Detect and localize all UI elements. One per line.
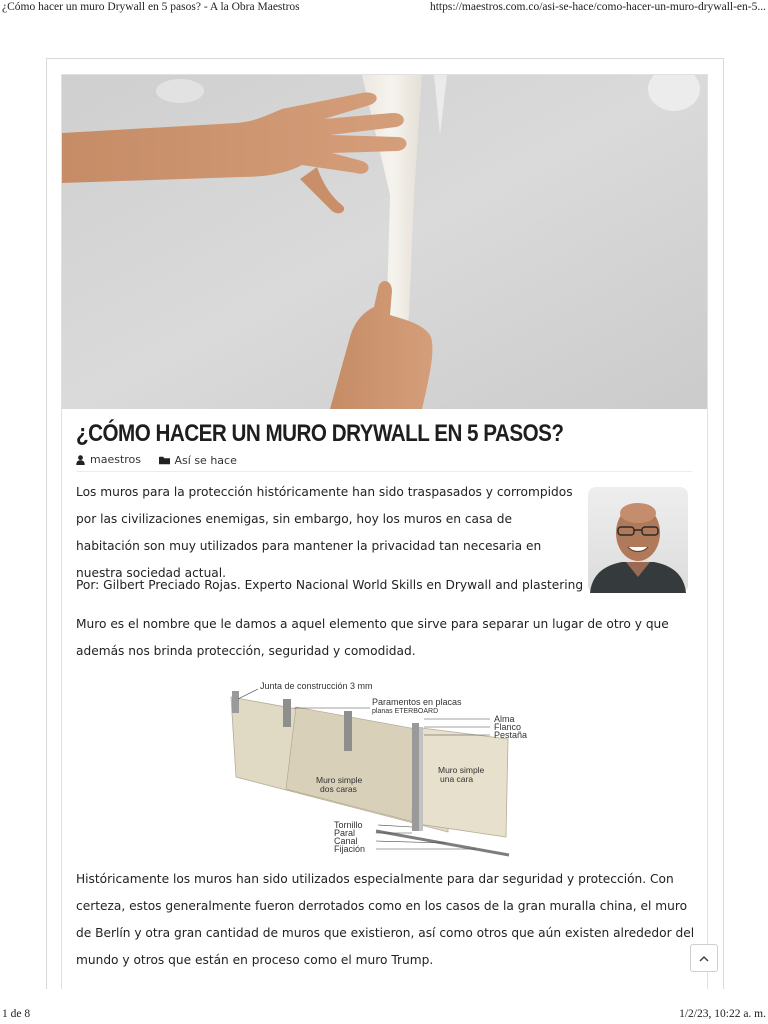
label-fijacion: Fijación (334, 844, 366, 854)
label-junta: Junta de construcción 3 mm (260, 681, 373, 691)
label-paramentos-2: planas ETERBOARD (372, 708, 439, 715)
label-tornillo: Tornillo (334, 820, 363, 830)
definition-paragraph: Muro es el nombre que le damos a aquel elemento que sirve para separar un lugar de otro y que además nos brinda protección, seguridad y comodidad. (76, 617, 669, 658)
label-paral: Paral (334, 828, 356, 838)
category-meta (159, 454, 237, 467)
label-canal: Canal (334, 836, 358, 846)
print-header-url[interactable]: https://maestros.com.co/asi-se-hace/como-hacer-un-muro-drywall-en-5... (429, 1, 766, 13)
label-muro-una-1: Muro simple (438, 765, 485, 775)
hero-image (62, 75, 707, 409)
label-paramentos-1: Paramentos en placas (372, 697, 462, 707)
print-footer (0, 1006, 768, 1024)
post-meta (76, 453, 251, 468)
category-link[interactable]: Así se hace (174, 453, 237, 467)
scroll-to-top-button[interactable] (690, 944, 718, 972)
print-datetime: 1/2/23, 10:22 a. m. (679, 1008, 766, 1020)
print-header-title: ¿Cómo hacer un muro Drywall en 5 pasos? - A la Obra Maestros (2, 1, 300, 13)
drywall-diagram (226, 677, 546, 865)
label-alma: Alma (494, 714, 515, 724)
label-muro-dos-1: Muro simple (316, 775, 363, 785)
label-muro-dos-2: dos caras (320, 784, 357, 794)
label-flanco: Flanco (494, 722, 522, 732)
label-pestana: Pestaña (494, 730, 528, 740)
post-title: ¿CÓMO HACER UN MURO DRYWALL EN 5 PASOS? (76, 420, 564, 447)
folder-icon (159, 456, 170, 465)
byline-paragraph: Por: Gilbert Preciado Rojas. Experto Nacional World Skills en Drywall and plastering (76, 578, 584, 592)
author-link[interactable]: maestros (90, 453, 142, 466)
user-icon (76, 455, 85, 465)
intro-paragraph: Los muros para la protección históricamente han sido traspasados y corrompidos por las civilizaciones enemigas, sin embargo, hoy los muros en casa de habitación son muy utilizados para mantener la privacidad tan necesaria en nuestra sociedad actual. (76, 485, 573, 580)
page-number: 1 de 8 (2, 1008, 31, 1020)
label-muro-una-2: una cara (440, 774, 474, 784)
meta-divider (76, 471, 692, 472)
chevron-up-icon (699, 955, 709, 962)
history-paragraph: Históricamente los muros han sido utilizados especialmente para dar seguridad y protección. Con certeza, estos generalmente fueron derrotados como en los casos de la gran muralla china, el muro de Berlín y otra gran cantidad de muros que existieron, así como otros que aún existen alrededor del mundo y otros que están en proceso como el muro Trump. (76, 872, 695, 967)
author-meta (76, 453, 141, 466)
article-card (61, 74, 708, 989)
print-header (0, 0, 768, 16)
